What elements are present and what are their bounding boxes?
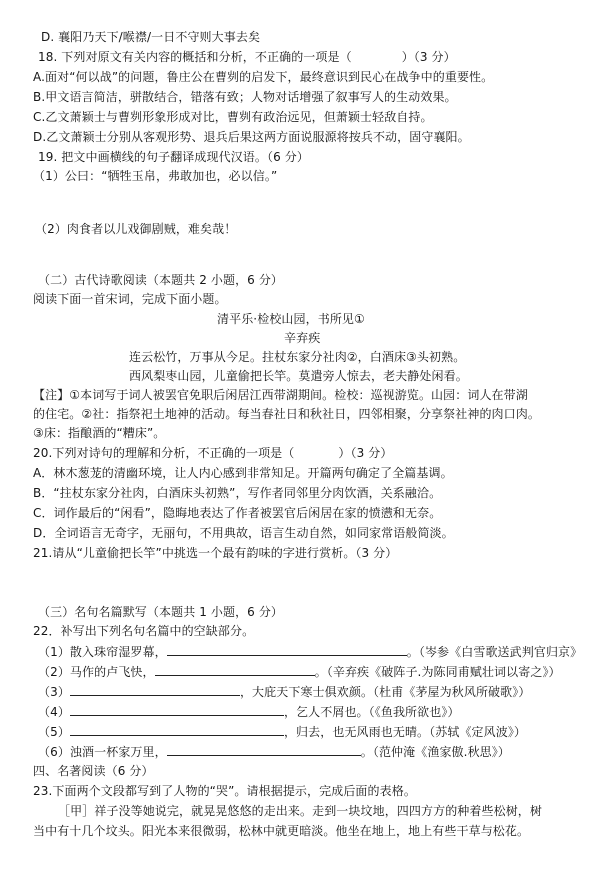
q22-item-2-source: 。（辛弃疾《破阵子.为陈同甫赋壮词以寄之》） (314, 665, 561, 679)
poem-line-2: 西风梨枣山园，儿童偷把长竿。莫遣旁人惊去，老夫静处闲看。 (129, 369, 468, 383)
q22-blank-2[interactable] (155, 663, 315, 676)
section-2-instruction: 阅读下面一首宋词，完成下面小题。 (33, 292, 227, 306)
q18-stem-text: 18. 下列对原文有关内容的概括和分析，不正确的一项是（ (38, 50, 352, 64)
q18-option-a: A.面对“何以战”的问题，鲁庄公在曹刿的启发下，最终意识到民心在战争中的重要性。 (33, 70, 494, 84)
q19-stem: 19. 把文中画横线的句子翻译成现代汉语。（6 分） (38, 150, 309, 164)
q22-item-1 (38, 643, 582, 660)
q22-item-5-prefix: （5） (38, 725, 70, 739)
q22-item-4-prefix: （4） (38, 705, 70, 719)
q22-blank-1[interactable] (167, 643, 407, 656)
section-2-heading: （二）古代诗歌阅读（本题共 2 小题，6 分） (38, 273, 284, 287)
q18-score: ）（3 分） (401, 50, 456, 64)
section-3-heading: （三）名句名篇默写（本题共 1 小题，6 分） (38, 605, 284, 619)
q22-item-6 (38, 743, 510, 760)
poem-note-line-3: ③床：指酿酒的“糟床”。 (33, 426, 166, 440)
passage-1-line-2: 当中有十几个坟头。阳光本来很微弱，松林中就更暗淡。他坐在地上，地上有些干草与松花。 (33, 824, 530, 838)
q22-item-2 (38, 663, 561, 680)
q22-blank-4[interactable] (70, 703, 284, 716)
section-4-heading: 四、名著阅读（6 分） (33, 764, 154, 778)
q22-item-3-source: ，大庇天下寒士俱欢颜。（杜甫《茅屋为秋风所破歌》） (239, 685, 531, 699)
passage-1-line-1: ［甲］祥子没等她说完，就晃晃悠悠的走出来。走到一块坟地，四四方方的种着些松树，树 (58, 804, 543, 818)
q20-option-d: D．全词语言无奇字，无丽句，不用典故，语言生动自然，如同家常语般简淡。 (33, 526, 454, 540)
q22-item-2-prefix: （2）马作的卢飞快， (38, 665, 155, 679)
q18-option-b: B.甲文语言简洁，骈散结合，错落有致；人物对话增强了叙事写人的生动效果。 (33, 90, 457, 104)
q22-item-4 (38, 703, 460, 720)
q18-stem (38, 49, 456, 65)
q22-item-4-source: ，乞人不屑也。（《鱼我所欲也》） (283, 705, 460, 719)
q19-sentence-2: （2）肉食者以儿戏御剧贼，难矣哉！ (35, 222, 237, 236)
q19-sentence-1: （1）公曰：“牺牲玉帛，弗敢加也，必以信。” (33, 169, 278, 183)
q20-option-c: C．词作最后的“闲看”，隐晦地表达了作者被罢官后闲居在家的愤懑和无奈。 (33, 506, 442, 520)
q22-item-1-prefix: （1）散入珠帘湿罗幕， (38, 645, 167, 659)
q17-option-d: D. 襄阳乃天下/喉襟/一日不守则大事去矣 (41, 30, 261, 44)
q22-item-3-prefix: （3） (38, 685, 70, 699)
q18-option-d: D.乙文萧颖士分别从客观形势、退兵后果这两方面说服源将按兵不动，固守襄阳。 (33, 130, 470, 144)
q22-item-5-source: ，归去，也无风雨也无晴。（苏轼《定风波》） (283, 725, 527, 739)
q20-score: ）（3 分） (338, 446, 393, 460)
q22-blank-3[interactable] (70, 683, 240, 696)
q23-stem: 23.下面两个文段都写到了人物的“哭”。请根据提示，完成后面的表格。 (33, 784, 416, 798)
q22-item-1-source: 。（岑参《白雪歌送武判官归京》 (406, 645, 583, 659)
poem-note-line-2: 的住宅。②社：指祭祀土地神的活动。每当春社日和秋社日，四邻相聚，分享祭社神的肉口肉。 (33, 407, 540, 421)
q22-item-6-source: 。（范仲淹《渔家傲.秋思》） (360, 745, 510, 759)
q22-blank-5[interactable] (70, 723, 284, 736)
q21-stem: 21.请从“儿童偷把长竿”中挑选一个最有韵味的字进行赏析。（3 分） (33, 546, 398, 560)
q22-item-5 (38, 723, 526, 740)
poem-note-line-1: 【注】①本词写于词人被罢官免职后闲居江西带湖期间。检校：巡视游览。山园：词人在带湖 (33, 388, 528, 402)
poem-line-1: 连云松竹，万事从今足。拄杖东家分社肉②，白酒床③头初熟。 (129, 350, 466, 364)
q20-option-a: A．林木葱茏的清幽环境，让人内心感到非常知足。开篇两句确定了全篇基调。 (33, 466, 453, 480)
poem-title: 清平乐·检校山园，书所见① (217, 312, 365, 326)
q18-option-c: C.乙文萧颖士与曹刿形象形成对比，曹刿有政治远见，但萧颖士轻敌自持。 (33, 110, 433, 124)
q22-blank-6[interactable] (167, 743, 361, 756)
poem-author: 辛弃疾 (284, 331, 321, 345)
q22-item-3 (38, 683, 530, 700)
q20-option-b: B．“拄杖东家分社肉，白酒床头初熟”，写作者同邻里分肉饮酒，关系融洽。 (33, 486, 442, 500)
q20-stem-text: 20.下列对诗句的理解和分析，不正确的一项是（ (33, 446, 295, 460)
q20-stem (33, 445, 392, 461)
q22-item-6-prefix: （6）浊酒一杯家万里， (38, 745, 167, 759)
q22-stem: 22．补写出下列名句名篇中的空缺部分。 (33, 624, 255, 638)
